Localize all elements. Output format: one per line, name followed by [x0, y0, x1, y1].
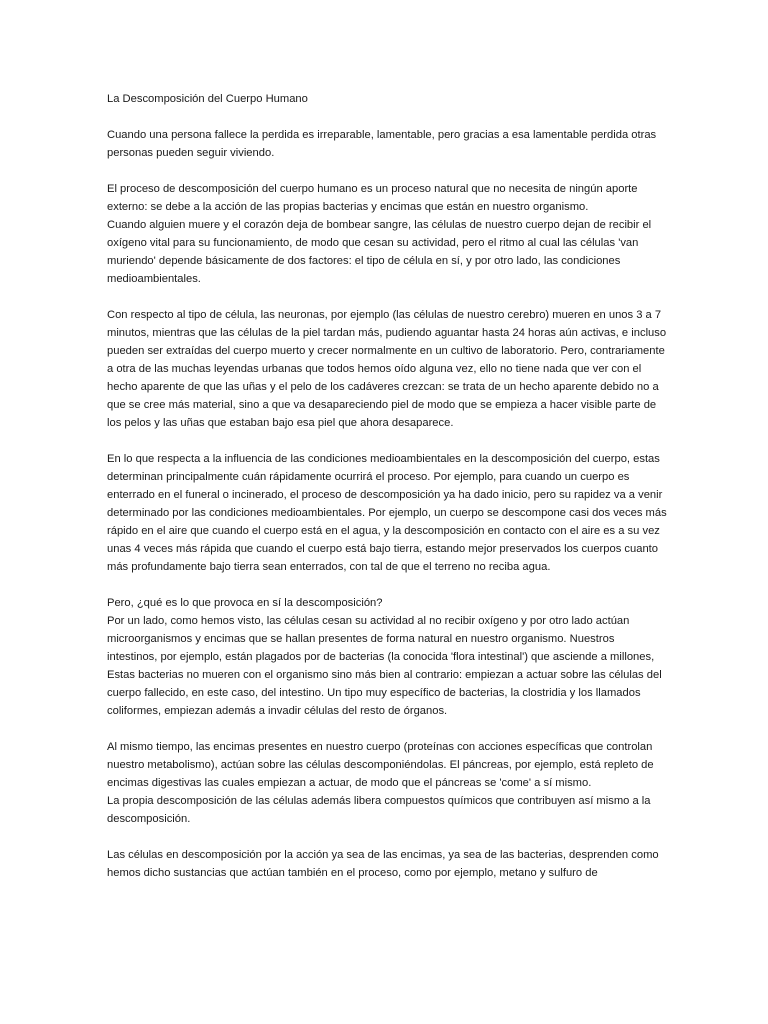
- paragraph-enzymes: Al mismo tiempo, las encimas presentes en nuestro cuerpo (proteínas con acciones específicas que controlan nuestro metabolismo), actúan sobre las células descomponiéndolas. El páncreas, por ejemplo, está repleto de encimas digestivas las cuales empiezan a actuar, de modo que el páncreas se 'come' a sí mismo.: [107, 741, 654, 789]
- paragraph-natural-process: El proceso de descomposición del cuerpo humano es un proceso natural que no necesita de ningún aporte externo: se debe a la acción de las propias bacterias y encimas que están en nuestro organismo.: [107, 183, 638, 213]
- paragraph-microorganisms: Por un lado, como hemos visto, las células cesan su actividad al no recibir oxígeno y por otro lado actúan microorganismos y encimas que se hallan presentes de forma natural en nuestro organismo. Nuestros intestinos, por ejemplo, están plagados por de bacterias (la conocida 'flora intestinal') que asciende a millones, Estas bacterias no mueren con el organismo sino más bien al contrario: empiezan a actuar sobre las células del cuerpo fallecido, en este caso, del intestino. Un tipo muy específico de bacterias, la clostridia y los llamados coliformes, empiezan además a invadir células del resto de órganos.: [107, 615, 662, 717]
- paragraph-cell-death: Cuando alguien muere y el corazón deja de bombear sangre, las células de nuestro cuerpo dejan de recibir el oxígeno vital para su funcionamiento, de modo que cesan su actividad, pero el ritmo al cual las células 'van muriendo' depende básicamente de dos factores: el tipo de célula en sí, y por otro lado, las condiciones medioambientales.: [107, 219, 652, 285]
- paragraph-question: Pero, ¿qué es lo que provoca en sí la descomposición?: [107, 597, 383, 609]
- paragraph-gases: Las células en descomposición por la acción ya sea de las encimas, ya sea de las bacterias, desprenden como hemos dicho sustancias que actúan también en el proceso, como por ejemplo, metano y sulfuro de: [107, 849, 659, 879]
- document-body: [107, 90, 667, 900]
- paragraph-intro: Cuando una persona fallece la perdida es irreparable, lamentable, pero gracias a esa lamentable perdida otras personas pueden seguir viviendo.: [107, 129, 657, 159]
- paragraph-environment: En lo que respecta a la influencia de las condiciones medioambientales en la descomposición del cuerpo, estas determinan principalmente cuán rápidamente ocurrirá el proceso. Por ejemplo, para cuando un cuerpo es enterrado en el funeral o incinerado, el proceso de descomposición ya ha dado inicio, pero su rapidez va a venir determinado por las condiciones medioambientales. Por ejemplo, un cuerpo se descompone casi dos veces más rápido en el aire que cuando el cuerpo está en el agua, y la descomposición en contacto con el aire es a su vez unas 4 veces más rápida que cuando el cuerpo está bajo tierra, estando mejor preservados los cuerpos cuanto más profundamente bajo tierra sean enterrados, con tal de que el terreno no reciba agua.: [107, 453, 667, 573]
- document-title: La Descomposición del Cuerpo Humano: [107, 93, 308, 105]
- paragraph-chemical-compounds: La propia descomposición de las células además libera compuestos químicos que contribuyen así mismo a la descomposición.: [107, 795, 651, 825]
- paragraph-cell-type: Con respecto al tipo de célula, las neuronas, por ejemplo (las células de nuestro cerebro) mueren en unos 3 a 7 minutos, mientras que las células de la piel tardan más, pudiendo aguantar hasta 24 horas aún activas, e incluso pueden ser extraídas del cuerpo muerto y crecer normalmente en un cultivo de laboratorio. Pero, contrariamente a otra de las muchas leyendas urbanas que todos hemos oído alguna vez, ello no tiene nada que ver con el hecho aparente de que las uñas y el pelo de los cadáveres crezcan: se trata de un hecho aparente debido no a que se cree más material, sino a que va desapareciendo piel de modo que se empieza a hacer visible parte de los pelos y las uñas que estaban bajo esa piel que ahora desaparece.: [107, 309, 667, 429]
